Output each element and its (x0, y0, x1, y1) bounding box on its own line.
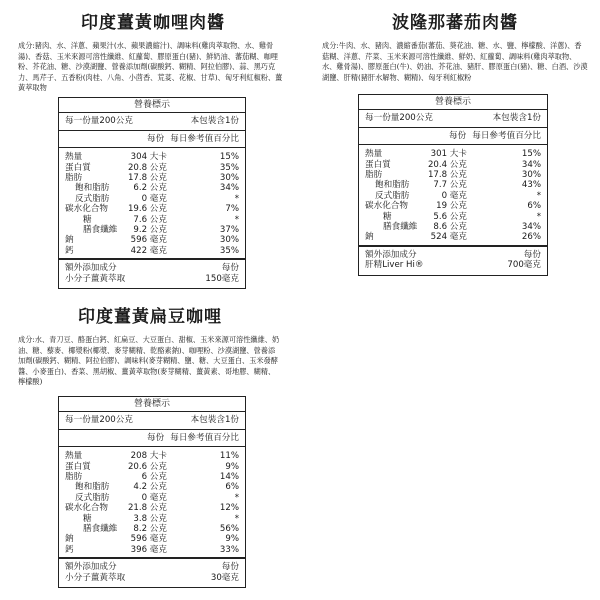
nutrient-daily-pct: 11% (219, 451, 239, 462)
nutrient-daily-pct: 12% (219, 503, 239, 514)
nutrient-name: 蛋白質 (65, 461, 91, 472)
nutrient-name: 糖 (383, 211, 392, 222)
nutrient-daily-pct: * (234, 492, 239, 503)
nutrient-name: 鈣 (65, 544, 74, 555)
nutrient-name: 熱量 (65, 451, 83, 462)
column-headers (359, 128, 547, 145)
nutrient-name: 膳食纖維 (83, 523, 118, 534)
nutrient-amount: 596 毫克 (130, 534, 167, 545)
nutrient-name: 飽和脂肪 (75, 183, 110, 194)
product-title: 印度薑黃扁豆咖哩 (78, 307, 222, 327)
nutrient-name: 糖 (83, 513, 92, 524)
nutrient-row (65, 493, 239, 503)
serving-info (59, 412, 245, 429)
nutrition-table (58, 97, 246, 289)
nutrient-daily-pct: 9% (225, 534, 239, 545)
nutrient-daily-pct: 34% (521, 159, 541, 170)
servings-per-pack: 本包裝含1份 (492, 113, 541, 124)
product-bolognese-sauce (322, 8, 588, 83)
nutrient-amount: 20.6 公克 (127, 461, 167, 472)
nutrient-daily-pct: 33% (219, 544, 239, 555)
nutrient-daily-pct: 35% (219, 162, 239, 173)
daily-value-header: 每日參考值百分比 (170, 432, 239, 443)
nutrient-daily-pct: 15% (521, 149, 541, 160)
product-curry-meat-sauce (18, 8, 288, 94)
nutrient-daily-pct: 30% (219, 235, 239, 246)
nutrient-row (65, 462, 239, 472)
nutrient-amount: 19 公克 (436, 201, 467, 212)
nutrient-amount: 0 毫克 (441, 190, 467, 201)
nutrient-name: 反式脂肪 (75, 492, 110, 503)
nutrient-amount: 301 大卡 (430, 149, 467, 160)
nutrient-daily-pct: 7% (225, 204, 239, 215)
additional-value: 700毫克 (507, 260, 541, 271)
nutrient-row (365, 212, 541, 222)
nutrient-amount: 0 毫克 (141, 193, 167, 204)
nutrient-daily-pct: 30% (521, 170, 541, 180)
nutrient-name: 熱量 (65, 152, 83, 163)
additional-col-header: 每份 (523, 249, 541, 260)
servings-per-pack: 本包裝含1份 (190, 116, 239, 127)
nutrient-amount: 0 毫克 (141, 492, 167, 503)
nutrient-amount: 4.2 公克 (133, 482, 167, 493)
nutrient-row (365, 149, 541, 159)
nutrition-table (58, 396, 246, 588)
nutrient-daily-pct: 6% (225, 482, 239, 493)
nutrient-daily-pct: * (536, 190, 541, 201)
nutrient-row (65, 173, 239, 183)
ingredients-text: 成分:豬肉、水、洋蔥、蘋果汁(水、蘋果濃縮汁)、調味料(雞肉萃取物、水、雞骨湯)、香菇、玉米來源可溶性纖維、紅蘿蔔、膠原蛋白(豬)、鮮奶油、蕃茄糊、咖哩粉、芥花油、糖、沙漠湖鹽、營養添加劑(碳酸鈣、糊精、阿拉伯膠)、蒜、黑巧克力、馬芹子、五香粉(肉桂、八角、小茴香、荒荽、花椒、甘草)、匈牙利紅椒粉、薑黃萃取物 (18, 41, 283, 93)
column-headers (59, 430, 245, 447)
nutrient-amount: 8.2 公克 (133, 523, 167, 534)
nutrient-row (65, 503, 239, 513)
nutrient-daily-pct: 15% (219, 152, 239, 163)
nutrient-daily-pct: * (234, 193, 239, 204)
additional-header: 額外添加成分 (65, 562, 117, 573)
nutrient-amount: 3.8 公克 (133, 513, 167, 524)
nutrient-row (65, 194, 239, 204)
nutrient-name: 鈉 (65, 235, 74, 246)
nutrient-rows (59, 148, 245, 260)
nutrient-row (65, 482, 239, 492)
per-serving-header: 每份 (147, 133, 165, 144)
per-serving-header: 每份 (449, 130, 467, 141)
ingredients-text: 成分:水、青刀豆、酪蛋白鈣、紅扁豆、大豆蛋白、甜椒、玉米來源可溶性纖維、奶油、糖、藜麥、椰漿粉(椰漿、麥芽糊精、乾酪素鈉)、咖哩粉、沙漠湖鹽、營養添加劑(碳酸鈣、糊精、阿拉伯膠)、調味料(麥芽糊精、鹽、糖、大豆蛋白、玉米發酵醬、小麥蛋白)、香菜、黑胡椒、薑黃萃取物(麥芽糊精、薑黃素、哥地膠、糊精、檸檬酸) (18, 335, 280, 387)
nutrient-name: 反式脂肪 (375, 190, 410, 201)
nutrient-name: 鈣 (65, 245, 74, 256)
nutrient-row (65, 163, 239, 173)
nutrient-name: 碳水化合物 (65, 204, 108, 215)
nutrient-name: 脂肪 (65, 173, 83, 183)
nutrient-name: 熱量 (365, 149, 383, 160)
daily-value-header: 每日參考值百分比 (170, 133, 239, 144)
nutrient-row (65, 514, 239, 524)
product-title: 印度薑黃咖哩肉醬 (81, 13, 225, 33)
serving-size: 每一份量200公克 (365, 113, 433, 124)
nutrient-row (65, 204, 239, 214)
nutrient-daily-pct: 26% (521, 232, 541, 243)
nutrient-daily-pct: 6% (527, 201, 541, 212)
nutrient-amount: 8.6 公克 (433, 221, 467, 232)
nutrient-row (65, 451, 239, 461)
product-lentil-curry (18, 302, 282, 388)
nutrient-name: 飽和脂肪 (375, 180, 410, 191)
additional-ingredient (59, 260, 245, 288)
nutrient-daily-pct: 34% (219, 183, 239, 194)
nutrient-row (65, 152, 239, 162)
nutrient-daily-pct: 30% (219, 173, 239, 183)
nutrient-row (365, 222, 541, 232)
nutrient-rows (359, 145, 547, 247)
additional-name: 小分子薑黃萃取 (65, 572, 126, 583)
nutrient-row (65, 545, 239, 555)
serving-size: 每一份量200公克 (65, 415, 133, 426)
servings-per-pack: 本包裝含1份 (190, 415, 239, 426)
nutrition-header: 營養標示 (59, 397, 245, 412)
nutrient-row (65, 534, 239, 544)
serving-info (59, 113, 245, 130)
nutrient-daily-pct: 9% (225, 461, 239, 472)
nutrient-daily-pct: * (536, 211, 541, 222)
nutrient-name: 碳水化合物 (365, 201, 408, 212)
additional-value: 150毫克 (205, 273, 239, 284)
nutrient-row (365, 232, 541, 242)
nutrient-name: 糖 (83, 214, 92, 225)
nutrient-amount: 6.2 公克 (133, 183, 167, 194)
nutrient-amount: 208 大卡 (130, 451, 167, 462)
additional-ingredient (359, 247, 547, 275)
product-title: 波隆那蕃茄肉醬 (392, 13, 518, 33)
nutrient-row (65, 225, 239, 235)
nutrient-row (65, 215, 239, 225)
nutrient-row (65, 524, 239, 534)
nutrition-table (358, 94, 548, 276)
additional-value: 30毫克 (210, 572, 239, 583)
nutrient-name: 鈉 (365, 232, 374, 243)
nutrient-name: 脂肪 (365, 170, 383, 180)
nutrient-name: 蛋白質 (65, 162, 91, 173)
nutrient-name: 蛋白質 (365, 159, 391, 170)
nutrition-header: 營養標示 (59, 98, 245, 113)
nutrient-row (65, 183, 239, 193)
nutrient-amount: 20.4 公克 (427, 159, 467, 170)
nutrient-amount: 304 大卡 (130, 152, 167, 163)
per-serving-header: 每份 (147, 432, 165, 443)
nutrient-name: 膳食纖維 (383, 221, 418, 232)
nutrient-name: 膳食纖維 (83, 224, 118, 235)
serving-info (359, 110, 547, 127)
nutrient-daily-pct: 14% (219, 472, 239, 482)
additional-ingredient (59, 559, 245, 587)
nutrient-name: 反式脂肪 (75, 193, 110, 204)
nutrient-daily-pct: * (234, 214, 239, 225)
nutrient-amount: 9.2 公克 (133, 224, 167, 235)
nutrient-name: 脂肪 (65, 472, 83, 482)
nutrient-amount: 19.6 公克 (127, 204, 167, 215)
ingredients-text: 成分:牛肉、水、豬肉、濃縮番茄(蕃茄、葵花油、糖、水、鹽、檸檬酸、洋蔥)、香菇糊、洋蔥、芹菜、玉米來源可溶性纖維、鮮奶、紅蘿蔔、調味料(雞肉萃取物、水、雞骨湯)、膠原蛋白(牛)、奶油、芥花油、豬肝、膠原蛋白(豬)、糖、白酒、沙漠湖鹽、肝精(豬肝水解物、糊精)、匈牙利紅椒粉 (322, 41, 588, 82)
additional-name: 小分子薑黃萃取 (65, 273, 126, 284)
nutrient-daily-pct: 37% (219, 224, 239, 235)
nutrient-row (365, 191, 541, 201)
nutrition-header: 營養標示 (359, 95, 547, 110)
nutrient-row (365, 170, 541, 180)
daily-value-header: 每日參考值百分比 (472, 130, 541, 141)
nutrient-amount: 20.8 公克 (127, 162, 167, 173)
nutrient-row (65, 246, 239, 256)
nutrient-daily-pct: * (234, 513, 239, 524)
nutrient-row (365, 180, 541, 190)
nutrient-amount: 396 毫克 (130, 544, 167, 555)
additional-col-header: 每份 (221, 562, 239, 573)
nutrient-name: 鈉 (65, 534, 74, 545)
additional-col-header: 每份 (221, 263, 239, 274)
nutrient-amount: 6 公克 (141, 472, 167, 482)
nutrient-daily-pct: 35% (219, 245, 239, 256)
nutrient-row (65, 235, 239, 245)
nutrient-row (65, 472, 239, 482)
nutrient-amount: 7.7 公克 (433, 180, 467, 191)
nutrient-amount: 524 毫克 (430, 232, 467, 243)
nutrient-amount: 7.6 公克 (133, 214, 167, 225)
additional-header: 額外添加成分 (65, 263, 117, 274)
nutrient-name: 碳水化合物 (65, 503, 108, 514)
nutrient-daily-pct: 56% (219, 523, 239, 534)
nutrient-row (365, 160, 541, 170)
nutrient-name: 飽和脂肪 (75, 482, 110, 493)
nutrient-amount: 17.8 公克 (427, 170, 467, 180)
nutrient-daily-pct: 34% (521, 221, 541, 232)
additional-header: 額外添加成分 (365, 249, 417, 260)
nutrient-row (365, 201, 541, 211)
column-headers (59, 131, 245, 148)
nutrient-rows (59, 447, 245, 559)
nutrient-amount: 21.8 公克 (127, 503, 167, 514)
nutrient-daily-pct: 43% (521, 180, 541, 191)
additional-name: 肝精Liver Hi® (365, 260, 424, 271)
nutrient-amount: 5.6 公克 (433, 211, 467, 222)
nutrient-amount: 17.8 公克 (127, 173, 167, 183)
nutrient-amount: 596 毫克 (130, 235, 167, 246)
serving-size: 每一份量200公克 (65, 116, 133, 127)
nutrient-amount: 422 毫克 (130, 245, 167, 256)
